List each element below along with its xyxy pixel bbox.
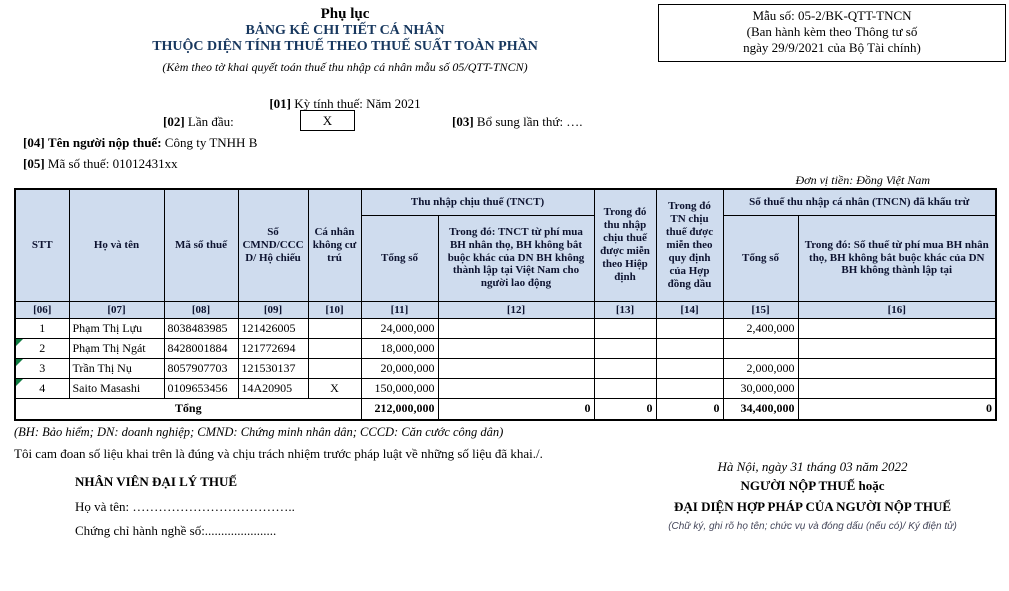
cell-stt-value: 3 <box>39 360 46 375</box>
document-subtitle: (Kèm theo tờ khai quyết toán thuế thu nhập cá nhân mẫu số 05/QTT-TNCN) <box>162 60 528 75</box>
cell-tncn-detail <box>798 378 996 398</box>
cell-error-marker-icon <box>16 339 23 346</box>
field-taxpayer-name-tag: [04] <box>23 135 45 150</box>
table-row <box>15 378 996 398</box>
table-row <box>15 318 996 338</box>
form-number-box <box>658 4 1006 62</box>
cell-tax-code: 8428001884 <box>164 338 238 358</box>
cell-name: Phạm Thị Ngát <box>69 338 164 358</box>
total-tncn-total: 34,400,000 <box>723 398 798 420</box>
cell-id-number: 121530137 <box>238 358 308 378</box>
cell-tnct-total: 20,000,000 <box>361 358 438 378</box>
cell-tncn-detail <box>798 338 996 358</box>
field-first-time-tag: [02] <box>163 114 185 129</box>
field-tax-code-value: 01012431xx <box>112 156 178 171</box>
col-header-tncn-detail: Trong đó: Số thuế từ phí mua BH nhân thọ, BH không bắt buộc khác của DN BH không thành lập tại <box>798 215 996 301</box>
field-tax-code <box>23 156 178 172</box>
cell-exempt-treaty <box>594 378 656 398</box>
cell-nonresident <box>308 338 361 358</box>
tax-agent-certificate-line: Chứng chỉ hành nghề số:...................... <box>75 523 277 538</box>
col-header-name: Họ và tên <box>69 189 164 301</box>
taxpayer-title-line1: NGƯỜI NỘP THUẾ hoặc <box>740 478 885 493</box>
field-first-time-label: Lần đầu: <box>187 114 234 129</box>
index-13: [13] <box>594 301 656 318</box>
field-supplement <box>452 114 583 130</box>
total-tncn-detail: 0 <box>798 398 996 420</box>
cell-error-marker-icon <box>16 359 23 366</box>
cell-tnct-total: 24,000,000 <box>361 318 438 338</box>
index-12: [12] <box>438 301 594 318</box>
cell-name: Phạm Thị Lựu <box>69 318 164 338</box>
cell-name: Trần Thị Nụ <box>69 358 164 378</box>
col-header-exempt-treaty: Trong đó thu nhập chịu thuế được miễn theo Hiệp định <box>594 189 656 301</box>
total-exempt-contract: 0 <box>656 398 723 420</box>
col-header-id-number: Số CMND/CCCD/ Hộ chiếu <box>238 189 308 301</box>
table-row <box>15 358 996 378</box>
declaration-text: Tôi cam đoan số liệu khai trên là đúng và chịu trách nhiệm trước pháp luật về những số liệu đã khai./. <box>14 446 543 461</box>
cell-tax-code: 8057907703 <box>164 358 238 378</box>
index-06: [06] <box>15 301 69 318</box>
field-tax-code-tag: [05] <box>23 156 45 171</box>
cell-exempt-treaty <box>594 338 656 358</box>
detail-table <box>14 188 997 421</box>
cell-stt <box>15 378 69 398</box>
cell-tncn-total: 30,000,000 <box>723 378 798 398</box>
cell-exempt-treaty <box>594 358 656 378</box>
column-index-row <box>15 301 996 318</box>
first-time-checkbox[interactable]: X <box>300 110 355 131</box>
currency-unit-note: Đơn vị tiền: Đồng Việt Nam <box>795 173 930 187</box>
tax-agent-title: NHÂN VIÊN ĐẠI LÝ THUẾ <box>75 474 238 489</box>
cell-tncn-total: 2,400,000 <box>723 318 798 338</box>
index-15: [15] <box>723 301 798 318</box>
field-tax-code-label: Mã số thuế: <box>47 156 110 171</box>
total-tnct-detail: 0 <box>438 398 594 420</box>
cell-tnct-detail <box>438 318 594 338</box>
tax-agent-name-line: Họ và tên: ……………………………….. <box>75 499 295 514</box>
group-header-withheld-tax: Số thuế thu nhập cá nhân (TNCN) đã khấu trừ <box>723 189 996 215</box>
total-label: Tổng <box>15 398 361 420</box>
document-header <box>0 6 690 75</box>
index-09: [09] <box>238 301 308 318</box>
cell-exempt-contract <box>656 318 723 338</box>
cell-stt-value: 2 <box>39 340 46 355</box>
table-row <box>15 338 996 358</box>
group-header-taxable-income: Thu nhập chịu thuế (TNCT) <box>361 189 594 215</box>
cell-tax-code: 8038483985 <box>164 318 238 338</box>
table-header-row-1 <box>15 189 996 215</box>
col-header-tnct-detail: Trong đó: TNCT từ phí mua BH nhân thọ, BH không bắt buộc khác của DN BH không thành lập tại Việt Nam cho người lao động <box>438 215 594 301</box>
cell-stt: 1 <box>15 318 69 338</box>
cell-stt-value: 4 <box>39 380 46 395</box>
cell-nonresident <box>308 358 361 378</box>
field-supplement-tag: [03] <box>452 114 474 129</box>
cell-tnct-detail <box>438 358 594 378</box>
cell-nonresident <box>308 318 361 338</box>
cell-tnct-detail <box>438 378 594 398</box>
abbreviation-footnote: (BH: Bảo hiểm; DN: doanh nghiệp; CMND: Chứng minh nhân dân; CCCD: Căn cước công dân) <box>14 425 504 439</box>
index-07: [07] <box>69 301 164 318</box>
cell-tncn-total <box>723 338 798 358</box>
cell-nonresident: X <box>308 378 361 398</box>
cell-id-number: 14A20905 <box>238 378 308 398</box>
col-header-tax-code: Mã số thuế <box>164 189 238 301</box>
field-taxpayer-name-value: Công ty TNHH B <box>164 135 258 150</box>
cell-exempt-treaty <box>594 318 656 338</box>
cell-tncn-detail <box>798 358 996 378</box>
cell-name: Saito Masashi <box>69 378 164 398</box>
field-taxpayer-name-label: Tên người nộp thuế: <box>47 135 162 150</box>
cell-id-number: 121426005 <box>238 318 308 338</box>
cell-tnct-total: 150,000,000 <box>361 378 438 398</box>
document-title-line1: BẢNG KÊ CHI TIẾT CÁ NHÂN <box>245 23 445 38</box>
cell-id-number: 121772694 <box>238 338 308 358</box>
form-issuance-line1: (Ban hành kèm theo Thông tư số <box>746 24 918 39</box>
cell-error-marker-icon <box>16 379 23 386</box>
cell-exempt-contract <box>656 338 723 358</box>
signature-block-taxpayer <box>625 459 1000 533</box>
signature-block-tax-agent <box>75 474 365 547</box>
place-and-date: Hà Nội, ngày 31 tháng 03 năm 2022 <box>717 459 908 474</box>
cell-tnct-detail <box>438 338 594 358</box>
index-08: [08] <box>164 301 238 318</box>
cell-tncn-detail <box>798 318 996 338</box>
form-number: Mẫu số: 05-2/BK-QTT-TNCN <box>752 8 912 23</box>
document-title-line2: THUỘC DIỆN TÍNH THUẾ THEO THUẾ SUẤT TOÀN PHẦN <box>152 39 538 55</box>
index-14: [14] <box>656 301 723 318</box>
appendix-label: Phụ lục <box>320 6 370 22</box>
field-supplement-label: Bổ sung lần thứ: …. <box>476 114 583 129</box>
field-tax-period-label: Kỳ tính thuế: Năm 2021 <box>294 96 421 111</box>
index-16: [16] <box>798 301 996 318</box>
field-first-time <box>163 114 234 130</box>
field-tax-period-tag: [01] <box>269 96 292 111</box>
index-10: [10] <box>308 301 361 318</box>
cell-tax-code: 0109653456 <box>164 378 238 398</box>
cell-exempt-contract <box>656 358 723 378</box>
col-header-exempt-contract: Trong đó TN chịu thuế được miễn theo quy định của Hợp đồng dầu <box>656 189 723 301</box>
form-issuance-line2: ngày 29/9/2021 của Bộ Tài chính) <box>743 40 921 56</box>
col-header-tncn-total: Tổng số <box>723 215 798 301</box>
col-header-nonresident: Cá nhân không cư trú <box>308 189 361 301</box>
col-header-tnct-total: Tổng số <box>361 215 438 301</box>
cell-stt <box>15 338 69 358</box>
total-tnct-total: 212,000,000 <box>361 398 438 420</box>
taxpayer-title-line2: ĐẠI DIỆN HỢP PHÁP CỦA NGƯỜI NỘP THUẾ <box>674 499 951 514</box>
cell-stt <box>15 358 69 378</box>
index-11: [11] <box>361 301 438 318</box>
field-taxpayer-name <box>23 135 257 151</box>
total-exempt-treaty: 0 <box>594 398 656 420</box>
table-total-row <box>15 398 996 420</box>
cell-tncn-total: 2,000,000 <box>723 358 798 378</box>
cell-tnct-total: 18,000,000 <box>361 338 438 358</box>
cell-exempt-contract <box>656 378 723 398</box>
signature-instruction-note: (Chữ ký, ghi rõ họ tên; chức vụ và đóng dấu (nếu có)/ Ký điện tử) <box>668 521 957 532</box>
col-header-stt: STT <box>15 189 69 301</box>
